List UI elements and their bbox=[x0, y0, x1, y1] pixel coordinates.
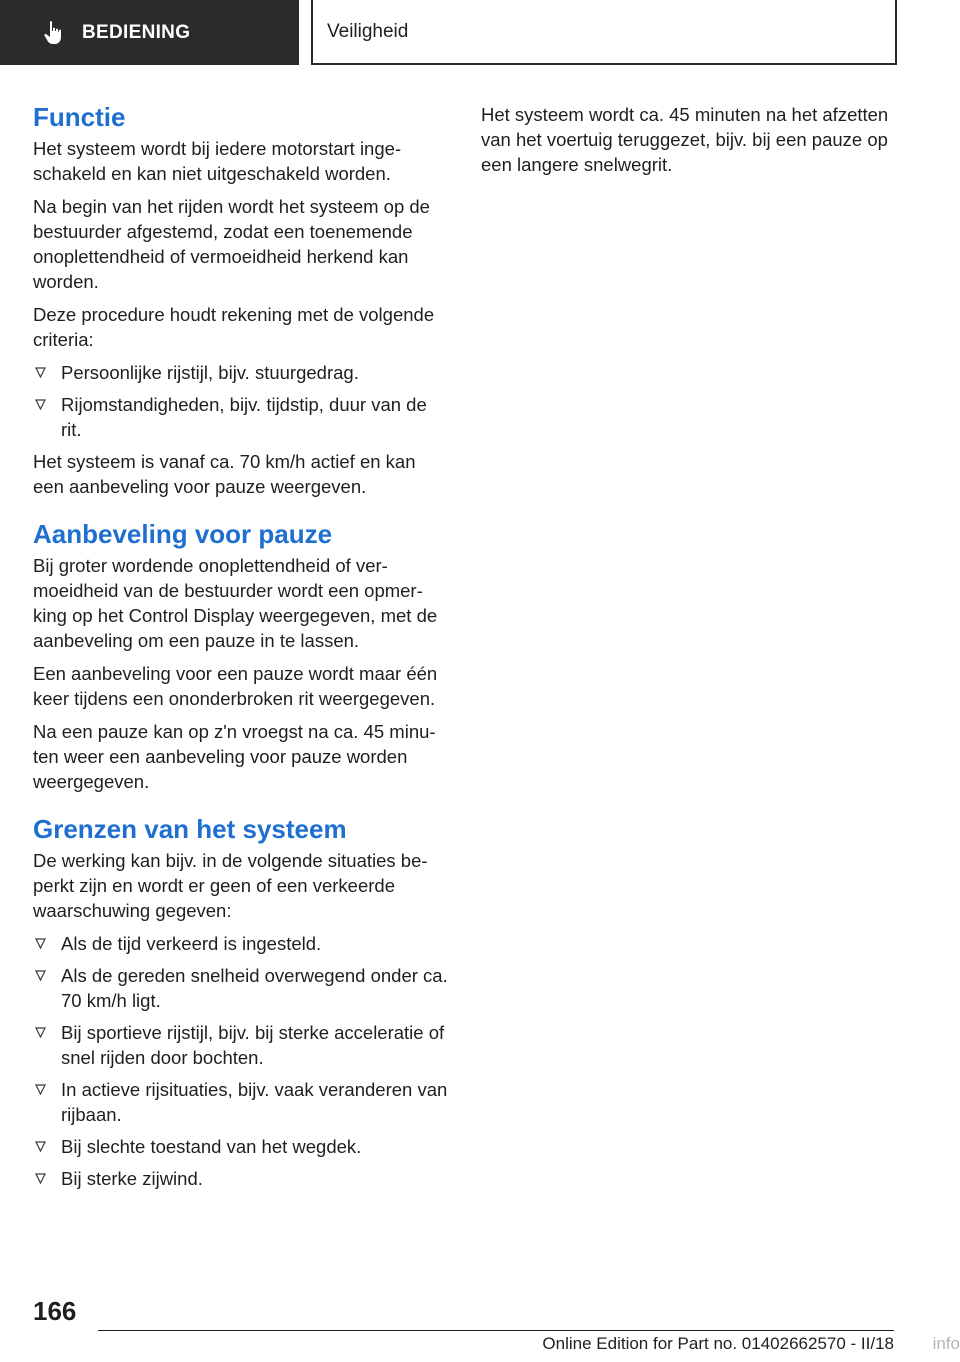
paragraph: De werking kan bijv. in de volgende situaties beperkt zijn en wordt er geen of een verkeerde waarschuwing gegeven: bbox=[33, 850, 428, 921]
left-column bbox=[33, 102, 449, 1198]
paragraph: Na een pauze kan op z'n vroegst na ca. 45 minuten weer een aanbeveling voor pauze worden weergegeven. bbox=[33, 721, 436, 792]
list-item-text: Bij slechte toestand van het wegdek. bbox=[61, 1136, 362, 1157]
list-item-text: Als de tijd verkeerd is ingesteld. bbox=[61, 933, 322, 954]
chapter-tab-label: Veiligheid bbox=[327, 20, 409, 42]
paragraph: Deze procedure houdt rekening met de volgende criteria: bbox=[33, 304, 435, 350]
watermark-text: info bbox=[932, 1334, 960, 1353]
triangle-bullet-icon bbox=[35, 367, 46, 378]
criteria-list bbox=[33, 360, 449, 442]
page-footer bbox=[0, 1290, 960, 1362]
edition-note: Online Edition for Part no. 01402662570 - II/18 bbox=[542, 1334, 894, 1353]
list-item bbox=[33, 1166, 449, 1191]
list-item-text: Persoonlijke rijstijl, bijv. stuurgedrag. bbox=[61, 362, 359, 383]
list-item-text: Als de gereden snelheid overwegend onder ca. 70 km/h ligt. bbox=[61, 965, 448, 1011]
list-item-text: Bij sportieve rijstijl, bijv. bij sterke acceleratie of snel rijden door bochten. bbox=[61, 1022, 445, 1068]
list-item-text: In actieve rijsituaties, bijv. vaak veranderen van rijbaan. bbox=[61, 1079, 448, 1125]
footer-divider bbox=[98, 1330, 894, 1331]
list-item bbox=[33, 1134, 449, 1159]
chapter-tab bbox=[311, 0, 897, 65]
section-tab-label: BEDIENING bbox=[82, 21, 191, 43]
paragraph: Het systeem is vanaf ca. 70 km/h actief en kan een aanbeveling voor pauze weergeven. bbox=[33, 451, 416, 497]
section-tab bbox=[0, 0, 299, 65]
triangle-bullet-icon bbox=[35, 1173, 46, 1184]
paragraph: Het systeem wordt ca. 45 minuten na het afzetten van het voertuig teruggezet, bijv. bij een pauze op een langere snelwegrit. bbox=[481, 104, 889, 175]
right-column bbox=[481, 102, 897, 185]
list-item bbox=[33, 1020, 449, 1070]
paragraph: Het systeem wordt bij iedere motorstart ingeschakeld en kan niet uitgeschakeld worden. bbox=[33, 138, 402, 184]
paragraph: Een aanbeveling voor een pauze wordt maar één keer tijdens een ononderbroken rit weergegeven. bbox=[33, 663, 438, 709]
page-header bbox=[0, 0, 960, 66]
list-item-text: Rijomstandigheden, bijv. tijdstip, duur van de rit. bbox=[61, 394, 427, 440]
list-item bbox=[33, 360, 449, 385]
paragraph: Na begin van het rijden wordt het systeem op de bestuurder afgestemd, zodat een toenemende onoplettendheid of vermoeidheid herkend kan worden. bbox=[33, 196, 430, 292]
list-item bbox=[33, 963, 449, 1013]
heading-grenzen: Grenzen van het systeem bbox=[33, 814, 347, 844]
paragraph: Bij groter wordende onoplettendheid of vermoeidheid van de bestuurder wordt een opmerking op het Control Display weergegeven, met de aanbeveling om een pauze in te lassen. bbox=[33, 555, 438, 651]
triangle-bullet-icon bbox=[35, 399, 46, 410]
list-item bbox=[33, 931, 449, 956]
page-number: 166 bbox=[33, 1296, 77, 1326]
list-item-text: Bij sterke zijwind. bbox=[61, 1168, 203, 1189]
heading-functie: Functie bbox=[33, 102, 126, 132]
limits-list bbox=[33, 931, 449, 1191]
heading-aanbeveling: Aanbeveling voor pauze bbox=[33, 519, 333, 549]
list-item bbox=[33, 1077, 449, 1127]
triangle-bullet-icon bbox=[35, 1141, 46, 1152]
pointing-hand-icon bbox=[40, 19, 68, 47]
triangle-bullet-icon bbox=[35, 970, 46, 981]
triangle-bullet-icon bbox=[35, 938, 46, 949]
list-item bbox=[33, 392, 449, 442]
triangle-bullet-icon bbox=[35, 1027, 46, 1038]
triangle-bullet-icon bbox=[35, 1084, 46, 1095]
